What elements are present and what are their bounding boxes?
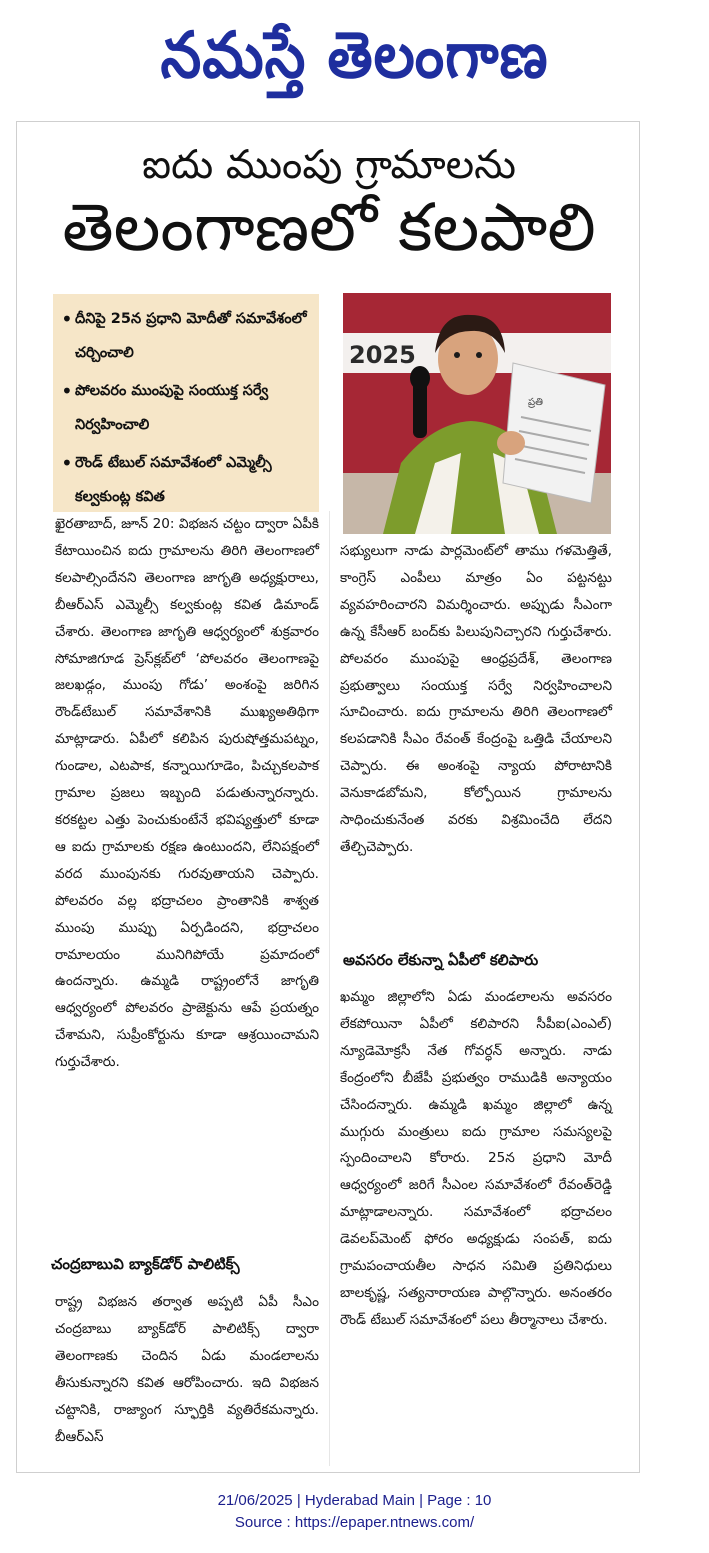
footer-date-edition: 21/06/2025 | Hyderabad Main | Page : 10 — [217, 1492, 492, 1509]
headline-line-1: ఐదు ముంపు గ్రామాలను — [142, 142, 516, 188]
highlights-box — [53, 294, 319, 512]
article-body-left: ఖైరతాబాద్, జూన్ 20: విభజన చట్టం ద్వారా ఏపీకి కేటాయించిన ఐదు గ్రామాలను తిరిగి తెలంగాణలో కలపాల్సిందేనని తెలంగాణ జాగృతి అధ్యక్షురాలు, బీఆర్ఎస్ ఎమ్మెల్సీ కల్వకుంట్ల కవిత డిమాండ్ చేశారు. తెలంగాణ జాగృతి ఆధ్వర్యంలో శుక్రవారం సోమాజిగూడ ప్రెస్‌క్లబ్‌లో ‘పోలవరం తెలంగాణపై జలఖడ్గం, ముంపు గోడు’ అంశంపై జరిగిన రౌండ్‌టేబుల్ సమావేశానికి ముఖ్యఅతిథిగా మాట్లాడారు. ఏపీలో కలిపిన పురుషోత్తమపట్నం, గుండాల, ఎటపాక, కన్నాయిగూడెం, పిచ్చుకలపాక గ్రామాల ప్రజలు ఇబ్బంది పడుతున్నారన్నారు. కరకట్టల ఎత్తు పెంచుకుంటేనే భవిష్యత్తులో కూడా ఆ ఐదు గ్రామాలకు రక్షణ ఉంటుందని, లేనిపక్షంలో వరద ముంపునకు గురవుతాయని చెప్పారు. పోలవరం వల్ల భద్రాచలం ప్రాంతానికి శాశ్వత ముంపు ముప్పు ఏర్పడిందని, భద్రాచలం రామాలయం మునిగిపోయే ప్రమాదంలో ఉందన్నారు. ఉమ్మడి రాష్ట్రంలోనే జాగృతి ఆధ్వర్యంలో పోలవరం ప్రాజెక్టును ఆపే ప్రయత్నం చేశామని, సుప్రీంకోర్టును కూడా ఆశ్రయించామని గుర్తుచేశారు. — [55, 516, 319, 1071]
article-body-right: సభ్యులుగా నాడు పార్లమెంట్‌లో తాము గళమెత్తితే, కాంగ్రెస్ ఎంపీలు మాత్రం ఏం పట్టనట్టు వ్యవహరించారని విమర్శించారు. అప్పుడు సీఎంగా ఉన్న కేసీఆర్ బంద్‌కు పిలుపునిచ్చారని గుర్తుచేశారు. పోలవరం ముంపుపై ఆంధ్రప్రదేశ్, తెలంగాణ ప్రభుత్వాలు సంయుక్త సర్వే నిర్వహించాలని సూచించారు. ఐదు గ్రామాలను తిరిగి తెలంగాణలో కలపడానికి సీఎం రేవంత్ కేంద్రంపై ఒత్తిడి చేయాలని చెప్పారు. ఈ అంశంపై న్యాయ పోరాటానికి వెనుకాడబోమని, కోల్పోయిన గ్రామాలను సాధించుకునేంత వరకు విశ్రమించేది లేదని తేల్చిచెప్పారు. — [340, 543, 612, 855]
footer-source: Source : https://epaper.ntnews.com/ — [234, 1514, 475, 1531]
speaker-photo-illustration — [343, 293, 611, 534]
subheading-left: చంద్రబాబువి బ్యాక్‌డోర్ పాలిటిక్స్ — [51, 1255, 240, 1273]
highlight-item — [61, 446, 313, 514]
news-photo — [343, 293, 611, 534]
column-divider — [329, 511, 330, 1466]
subheading-right: అవసరం లేకున్నా ఏపీలో కలిపారు — [343, 951, 539, 969]
bullet-icon: • — [61, 307, 73, 331]
bullet-icon: • — [61, 451, 73, 475]
article-body-left-2: రాష్ట్ర విభజన తర్వాత అప్పటి ఏపీ సీఎం చంద్రబాబు బ్యాక్‌డోర్ పాలిటిక్స్ ద్వారా తెలంగాణకు చెందిన ఏడు మండలాలను తీసుకున్నారని కవిత ఆరోపించారు. ఇది విభజన చట్టానికి, రాజ్యాంగ స్ఫూర్తికి వ్యతిరేకమన్నారు. బీఆర్ఎస్ — [55, 1294, 319, 1445]
paper-text: ప్రతి — [528, 397, 543, 408]
highlight-item — [61, 374, 313, 442]
masthead — [0, 0, 709, 110]
bullet-icon: • — [61, 379, 73, 403]
masthead-title: నమస్తే తెలంగాణ — [160, 17, 549, 93]
article-body-right-2: ఖమ్మం జిల్లాలోని ఏడు మండలాలను అవసరం లేకపోయినా ఏపీలో కలిపారని సీపీఐ(ఎంఎల్) న్యూడెమోక్రసీ నేత గోవర్ధన్ అన్నారు. నాడు కేంద్రంలోని బీజేపీ ప్రభుత్వం రాముడికి అన్యాయం చేసిందన్నారు. ఉమ్మడి ఖమ్మం జిల్లాలో ఉన్న ముగ్గురు మంత్రులు ఐదు గ్రామాల సమస్యలపై స్పందించాలని కోరారు. 25న ప్రధాని మోదీ ఆధ్వర్యంలో జరిగే సీఎంల సమావేశంలో రేవంత్‌రెడ్డి మాట్లాడాలన్నారు. సమావేశంలో భద్రాచలం డెవలప్‌మెంట్ ఫోరం అధ్యక్షుడు సంపత్, ఐదు గ్రామపంచాయతీల సాధన సమితి ప్రతినిధులు బాలకృష్ణ, సత్యనారాయణ పాల్గొన్నారు. అనంతరం రౌండ్ టేబుల్ సమావేశంలో పలు తీర్మానాలు చేశారు. — [340, 989, 612, 1328]
highlight-text: పోలవరం ముంపుపై సంయుక్త సర్వే నిర్వహించాలి — [75, 383, 269, 433]
page-footer — [0, 1490, 709, 1534]
article-clipping — [16, 121, 640, 1473]
highlight-item — [61, 302, 313, 370]
highlight-text: రౌండ్ టేబుల్ సమావేశంలో ఎమ్మెల్సీ కల్వకుంట్ల కవిత — [75, 455, 272, 505]
banner-text: 2025 — [349, 341, 416, 369]
headline-line-2: తెలంగాణలో కలపాలి — [62, 189, 596, 266]
highlight-text: దీనిపై 25న ప్రధాని మోదీతో సమావేశంలో చర్చించాలి — [75, 311, 307, 361]
